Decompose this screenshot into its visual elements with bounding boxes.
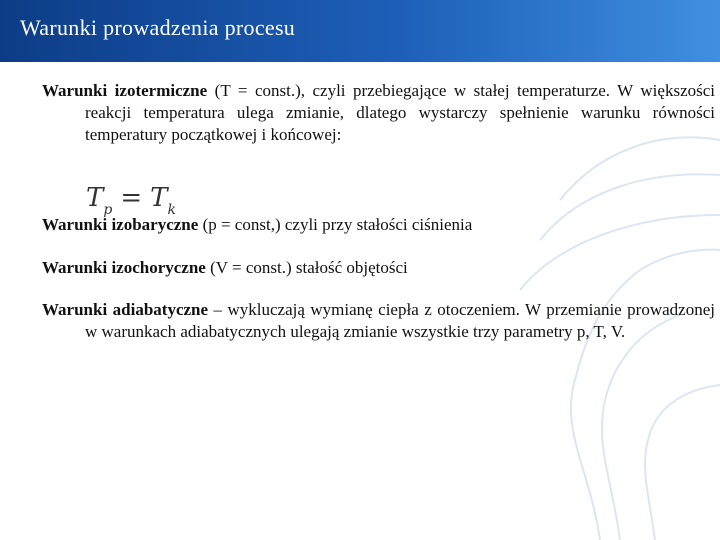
formula-rhs: T	[150, 183, 168, 213]
paragraph-isothermal	[42, 80, 715, 146]
text-isobaric: (p = const,) czyli przy stałości ciśnienia	[198, 215, 473, 234]
paragraph-adiabatic	[42, 299, 715, 343]
term-isochoric: Warunki izochoryczne	[42, 258, 206, 277]
title-bar	[0, 0, 720, 62]
term-isobaric: Warunki izobaryczne	[42, 215, 199, 234]
formula-lhs: T	[86, 183, 104, 213]
formula-equals: =	[120, 183, 143, 213]
slide-title: Warunki prowadzenia procesu	[20, 15, 296, 40]
text-isothermal: (T = const.), czyli przebiegające w stałej temperaturze. W większości reakcji temperatura ulega zmianie, dlatego wystarczy spełnienie warunku równości temperatury początkowej i końcowej:	[85, 81, 715, 144]
text-isochoric: (V = const.) stałość objętości	[205, 258, 408, 277]
paragraph-isobaric	[42, 214, 715, 236]
term-adiabatic: Warunki adiabatyczne	[42, 300, 209, 319]
formula-rhs-subscript: k	[167, 202, 176, 218]
formula-lhs-subscript: p	[103, 202, 113, 218]
text-adiabatic: – wykluczają wymianę ciepła z otoczeniem. W przemianie prowadzonej w warunkach adiabatycznych ulegają zmianie wszystkie trzy parametry p, T, V.	[85, 300, 715, 341]
paragraph-isochoric	[42, 257, 715, 279]
term-isothermal: Warunki izotermiczne	[42, 81, 208, 100]
